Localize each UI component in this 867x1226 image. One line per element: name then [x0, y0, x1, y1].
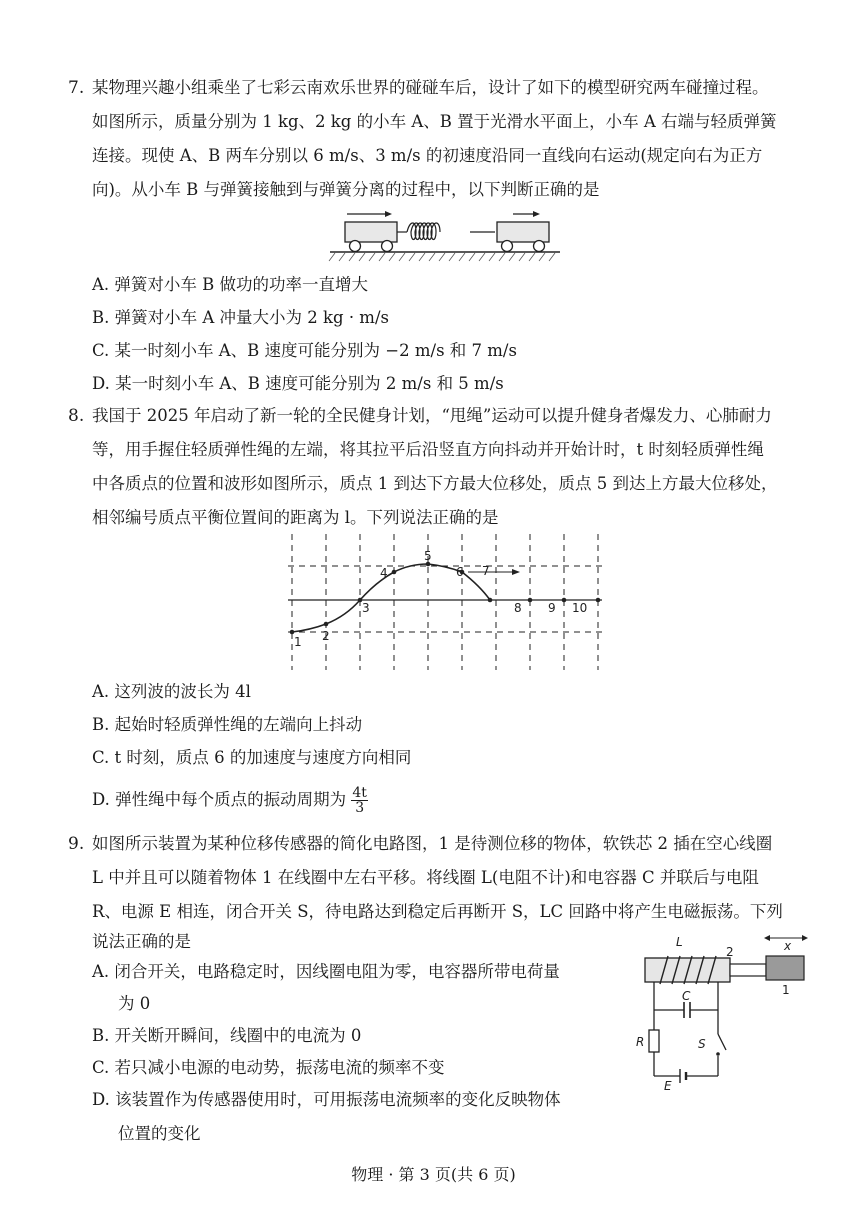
question-7-text-line-3: 连接。现使 A、B 两车分别以 6 m/s、3 m/s 的初速度沿同一直线向右运动(规定向右为正方 — [92, 146, 763, 165]
displacement-label: x — [784, 939, 792, 953]
question-9-option-c: C. 若只减小电源的电动势，振荡电流的频率不变 — [92, 1058, 445, 1077]
page-footer: 物理 · 第 3 页(共 6 页) — [351, 1165, 516, 1184]
cart-a — [345, 222, 397, 242]
question-8-number: 8. — [68, 406, 85, 426]
question-8-text-line-2: 等，用手握住轻质弹性绳的左端，将其拉平后沿竖直方向抖动并开始计时，t 时刻轻质弹性绳 — [92, 440, 764, 459]
point-10-label: 10 — [572, 601, 588, 615]
resistor-label: R — [636, 1035, 645, 1049]
question-9-option-a-line-2: 为 0 — [118, 994, 151, 1013]
question-8-text-line-3: 中各质点的位置和波形如图所示，质点 1 到达下方最大位移处，质点 5 到达上方最大位移处， — [92, 474, 778, 493]
question-7-option-a: A. 弹簧对小车 B 做功的功率一直增大 — [92, 275, 369, 294]
point-2-label: 2 — [322, 629, 330, 643]
question-9-option-a-line-1: A. 闭合开关，电路稳定时，因线圈电阻为零，电容器所带电荷量 — [92, 962, 560, 981]
question-9-text-line-2: L 中并且可以随着物体 1 在线圈中左右平移。将线圈 L(电阻不计)和电容器 C 并联后与电阻 — [92, 868, 759, 887]
question-7-option-d: D. 某一时刻小车 A、B 速度可能分别为 2 m/s 和 5 m/s — [92, 374, 504, 393]
fraction-denominator: 3 — [355, 800, 365, 816]
question-8-option-c: C. t 时刻，质点 6 的加速度与速度方向相同 — [92, 748, 412, 767]
source-label: E — [664, 1079, 672, 1090]
question-9-option-d-line-1: D. 该装置作为传感器使用时，可用振荡电流频率的变化反映物体 — [92, 1090, 561, 1109]
point-9-label: 9 — [548, 601, 556, 615]
question-7-text-line-2: 如图所示，质量分别为 1 kg、2 kg 的小车 A、B 置于光滑水平面上，小车 A 右端与轻质弹簧 — [92, 112, 777, 131]
cart-b — [497, 222, 549, 242]
switch-label: S — [698, 1037, 706, 1051]
question-8-option-b: B. 起始时轻质弹性绳的左端向上抖动 — [92, 715, 363, 734]
point-3-label: 3 — [362, 601, 370, 615]
object-1 — [766, 956, 804, 980]
carts-spring-figure — [325, 198, 565, 268]
coil-label: L — [676, 935, 683, 949]
question-9-option-b: B. 开关断开瞬间，线圈中的电流为 0 — [92, 1026, 362, 1045]
question-7-number: 7. — [68, 78, 85, 98]
object-label: 1 — [782, 983, 790, 997]
point-8-label: 8 — [514, 601, 522, 615]
question-8-option-d-text: D. 弹性绳中每个质点的振动周期为 — [92, 790, 347, 809]
question-7-option-c: C. 某一时刻小车 A、B 速度可能分别为 −2 m/s 和 7 m/s — [92, 341, 517, 360]
point-5-label: 5 — [424, 549, 432, 563]
point-1-label: 1 — [294, 635, 302, 649]
question-9-text-line-1: 如图所示装置为某种位移传感器的简化电路图，1 是待测位移的物体，软铁芯 2 插在空心线圈 — [92, 834, 773, 853]
question-9-text-line-3: R、电源 E 相连，闭合开关 S，待电路达到稳定后再断开 S，LC 回路中将产生电磁振荡。下列 — [92, 902, 783, 921]
capacitor-label: C — [682, 989, 691, 1003]
lc-circuit-figure — [630, 930, 810, 1090]
question-7-text-line-1: 某物理兴趣小组乘坐了七彩云南欢乐世界的碰碰车后，设计了如下的模型研究两车碰撞过程。 — [92, 78, 769, 97]
question-7-text-line-4: 向)。从小车 B 与弹簧接触到与弹簧分离的过程中，以下判断正确的是 — [92, 180, 600, 199]
wave-rope-figure — [280, 530, 610, 675]
question-9-text-line-4: 说法正确的是 — [92, 932, 191, 951]
question-8-option-d — [92, 786, 368, 815]
question-9-option-d-line-2: 位置的变化 — [118, 1124, 201, 1143]
question-8-text-line-1: 我国于 2025 年启动了新一轮的全民健身计划，“甩绳”运动可以提升健身者爆发力、心肺耐力 — [92, 406, 772, 425]
question-8-text-line-4: 相邻编号质点平衡位置间的距离为 l。下列说法正确的是 — [92, 508, 499, 527]
point-7-label: 7 — [482, 564, 490, 578]
core-label: 2 — [726, 945, 734, 959]
point-4-label: 4 — [380, 566, 388, 580]
question-7-option-b: B. 弹簧对小车 A 冲量大小为 2 kg · m/s — [92, 308, 389, 327]
point-6-label: 6 — [456, 565, 464, 579]
fraction-numerator: 4t — [352, 785, 367, 801]
period-fraction — [351, 786, 368, 815]
question-9-number: 9. — [68, 834, 85, 854]
question-8-option-a: A. 这列波的波长为 4l — [92, 682, 251, 701]
